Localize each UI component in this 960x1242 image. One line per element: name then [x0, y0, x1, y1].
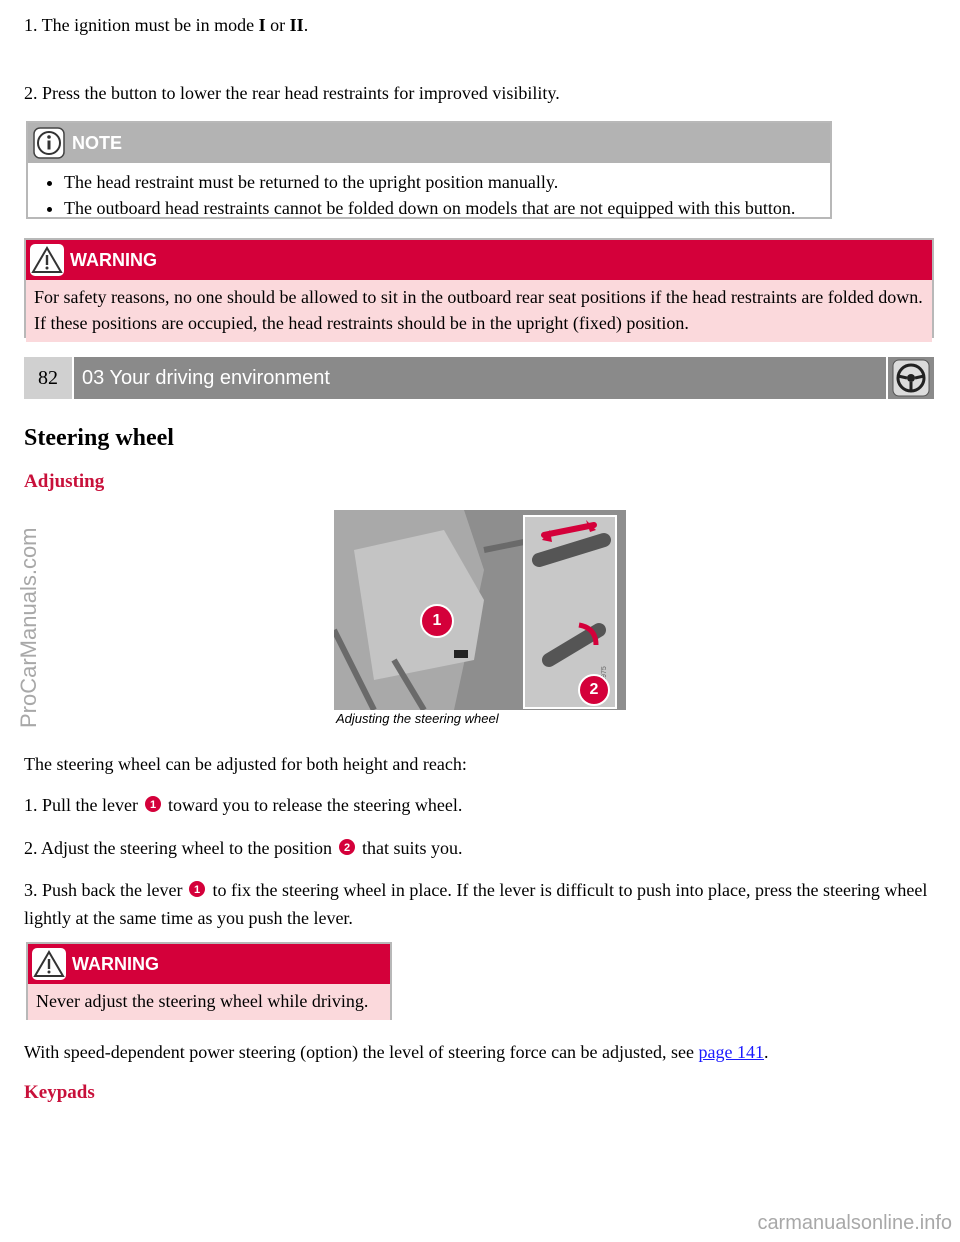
badge-1-number: 1: [149, 798, 157, 811]
badge-1-number: 1: [194, 883, 201, 896]
note-header: [28, 123, 830, 163]
step-2-after: that suits you.: [361, 838, 463, 858]
step-1-before: 1. Pull the lever: [24, 795, 138, 815]
figure-badge-2: 2: [578, 674, 610, 706]
intro-step-1-mid: or: [265, 15, 290, 35]
warning-text: For safety reasons, no one should be allowed to sit in the outboard rear seat positions if the head restraints are folded down. If these positions are occupied, the head restraints should be in the upright (fixed) position.: [26, 280, 932, 342]
note-body: [28, 163, 830, 229]
note-title: NOTE: [72, 132, 123, 153]
figure-caption: Adjusting the steering wheel: [334, 710, 628, 730]
steering-intro: The steering wheel can be adjusted for both height and reach:: [24, 754, 467, 774]
mode-ii: II: [289, 15, 304, 35]
page-number: 82: [24, 357, 72, 399]
power-steering-paragraph: [24, 1039, 769, 1065]
note-box: [26, 121, 832, 219]
steering-wheel-figure: [334, 510, 626, 730]
figure-badge-1: 1: [420, 604, 454, 638]
step-3-before: 3. Push back the lever: [24, 880, 183, 900]
badge-2-icon: [338, 837, 356, 863]
mode-i: I: [258, 15, 266, 35]
step-3-after: to fix the steering wheel in place. If the lever is difficult to push into place, press the steering wheel lightly at the same time as you push the lever.: [24, 880, 928, 928]
warning-triangle-icon: [32, 947, 66, 981]
side-watermark: ProCarManuals.com: [16, 527, 41, 728]
badge-1-icon: [188, 879, 206, 905]
warning-title: WARNING: [72, 953, 159, 974]
warning-title: WARNING: [70, 249, 157, 270]
intro-step-1: [24, 12, 308, 38]
steering-wheel-icon: [888, 357, 934, 399]
intro-step-1-text: 1. The ignition must be in mode: [24, 15, 259, 35]
steering-step-1: [24, 792, 462, 820]
intro-step-1-suffix: .: [303, 15, 309, 35]
note-item: • The head restraint must be returned to the upright position manually.: [64, 169, 822, 195]
info-icon: [32, 126, 66, 160]
badge-2-number: 2: [343, 841, 351, 854]
warning-header: [28, 944, 390, 984]
section-heading: Steering wheel: [24, 425, 174, 451]
power-steering-suffix: .: [764, 1042, 769, 1062]
warning-box-head-restraint: [24, 238, 934, 338]
step-1-after: toward you to release the steering wheel.: [167, 795, 463, 815]
chapter-title: 03 Your driving environment: [74, 357, 886, 399]
warning-triangle-icon: [30, 243, 64, 277]
warning-header: [26, 240, 932, 280]
subheading-keypads: Keypads: [24, 1082, 95, 1103]
step-2-before: 2. Adjust the steering wheel to the position: [24, 838, 332, 858]
steering-step-3: [24, 877, 930, 931]
badge-1-icon: [144, 794, 162, 820]
page-141-link[interactable]: page 141: [698, 1042, 765, 1062]
note-list: [36, 169, 822, 221]
intro-step-2: 2. Press the button to lower the rear head restraints for improved visibility.: [24, 83, 560, 103]
footer-watermark: carmanualsonline.info: [757, 1212, 952, 1234]
note-item: • The outboard head restraints cannot be folded down on models that are not equipped with this button.: [64, 195, 822, 221]
subheading-adjusting: Adjusting: [24, 471, 105, 492]
chapter-bar: [24, 357, 934, 399]
warning-text: Never adjust the steering wheel while driving.: [28, 984, 390, 1020]
power-steering-text: With speed-dependent power steering (option) the level of steering force can be adjusted, see: [24, 1042, 695, 1062]
warning-box-driving: [26, 942, 392, 1020]
steering-step-2: [24, 835, 462, 863]
